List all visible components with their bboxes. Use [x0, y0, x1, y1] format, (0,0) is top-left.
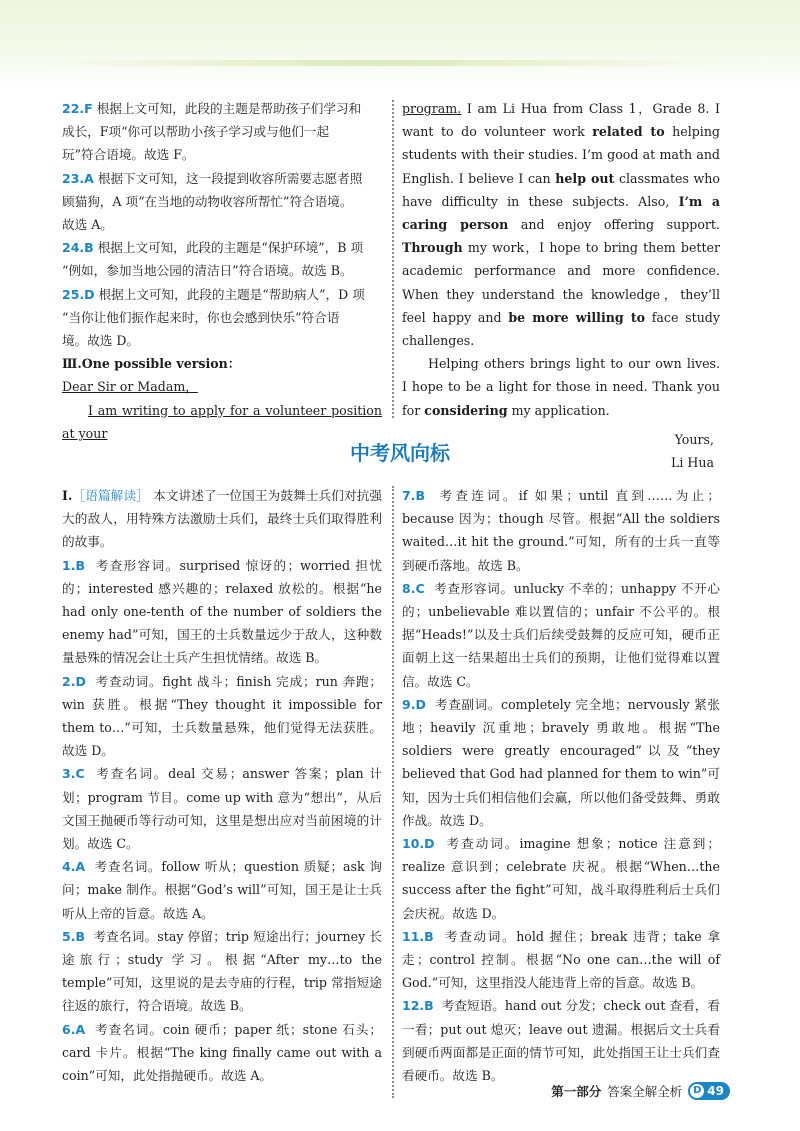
- top-left-column: [62, 97, 382, 445]
- header-band: [0, 0, 800, 82]
- letter-paragraph-2: Helping others brings light to our own lives. I hope to be a light for those in need. Thank you for considering my application.: [402, 356, 720, 418]
- letter-signature: Li Hua: [671, 455, 714, 471]
- letter-closing: Yours,: [674, 431, 714, 447]
- answer-4: 4.A 考查名词。follow 听从；question 质疑；ask 询问；make 制作。根据“God’s will”可知，国王是让士兵听从上帝的旨意。故选 A。: [62, 859, 382, 921]
- passage-summary: Ⅰ.［语篇解读］ 本文讲述了一位国王为鼓舞士兵们对抗强大的敌人，用特殊方法激励士兵们，最终士兵们取得胜利的故事。: [62, 488, 383, 550]
- page-badge-letter: D: [690, 1084, 704, 1098]
- answer-12: 12.B 考查短语。hand out 分发；check out 查看，看一看；put out 熄灭；leave out 遗漏。根据后文士兵看到硬币两面都是正面的情节可知，此处指国王让士兵们查看硬币。故选 B。: [402, 998, 720, 1084]
- answer-10: 10.D 考查动词。imagine 想象；notice 注意到；realize 意识到；celebrate 庆祝。根据“When…the success after the fight”可知，战斗取得胜利后士兵们会庆祝。故选 D。: [402, 836, 720, 921]
- page-badge: [688, 1082, 730, 1100]
- answer-number: 22.F: [62, 101, 93, 116]
- answer-2: 2.D 考查动词。fight 战斗；finish 完成；run 奔跑；win 获胜。根据“They thought it impossible for them to…”可知，士兵数量悬殊，他们觉得无法获胜。故选 D。: [62, 673, 383, 759]
- page-footer: [551, 1081, 730, 1101]
- answer-24: 24.B 根据上文可知，此段的主题是“保护环境”，B 项 “例如，参加当地公园的清洁日”符合语境。故选 B。: [62, 240, 364, 279]
- answer-number: 25.D: [62, 286, 95, 302]
- answer-number: 23.A: [62, 170, 94, 186]
- answer-11: 11.B 考查动词。hold 握住；break 违背；take 拿走；control 控制。根据“No one can…the will of God.”可知，这里指没人能违背上帝的旨意。故选 B。: [402, 928, 720, 991]
- section-title: 中考风向标: [350, 441, 450, 465]
- answer-23: 23.A 根据下文可知，这一段提到收容所需要志愿者照 顾猫狗，A 项“在当地的动物收容所帮忙”符合语境。 故选 A。: [62, 170, 363, 233]
- bottom-right-column: [402, 484, 720, 1087]
- top-right-column: [402, 97, 720, 474]
- answer-1: 1.B 考查形容词。surprised 惊讶的；worried 担忧的；interested 感兴趣的；relaxed 放松的。根据“he had only one-tenth of the number of soldiers the enemy had”可知，国王的士兵数量远少于敌人，这种数量悬殊的情况会让士兵产生担忧情绪。故选 B。: [62, 557, 382, 666]
- footer-part: 第一部分: [551, 1084, 602, 1099]
- passage-tag: ［语篇解读］: [72, 488, 149, 503]
- answer-8: 8.C 考查形容词。unlucky 不幸的；unhappy 不开心的；unbelievable 难以置信的；unfair 不公平的。根据“Heads!”以及士兵们后续受鼓舞的反应可知，硬币正面朝上这一结果超出士兵们的预期，让他们觉得难以置信。故选 C。: [402, 580, 721, 689]
- bottom-left-column: [62, 484, 382, 1087]
- answer-9: 9.D 考查副词。completely 完全地；nervously 紧张地；heavily 沉重地；bravely 勇敢地。根据“The soldiers were greatly encouraged”以及“they believed that God had planned for them to win”可知，因为士兵们相信他们会赢，所以他们备受鼓舞、勇敢作战。故选 D。: [402, 696, 720, 828]
- answer-number: 24.B: [62, 240, 94, 256]
- version-heading: Ⅲ.One possible version：: [62, 356, 241, 372]
- answer-22: 22.F 根据上文可知，此段的主题是帮助孩子们学习和 成长，F项“你可以帮助小孩子学习或与他们一起 玩”符合语境。故选 F。: [62, 101, 362, 163]
- letter-paragraph-1: program. I am Li Hua from Class 1，Grade 8. I want to do volunteer work related to helping students with their studies. I’m good at math and English. I believe I can help out classmates who have difficulty in these subjects. Also, I’m a caring person and enjoy offering support. Through my work，I hope to bring them better academic performance and more confidence. When they understand the knowledge，they’ll feel happy and be more willing to face study challenges.: [402, 101, 720, 349]
- salutation: Dear Sir or Madam，: [62, 379, 198, 395]
- column-divider-top: [392, 100, 394, 418]
- footer-section: 答案全解全析: [607, 1084, 683, 1099]
- answer-5: 5.B 考查名词。stay 停留；trip 短途出行；journey 长途旅行；study 学习。根据“After my…to the temple”可知，这里说的是去寺庙的行程，trip 常指短途往返的旅行，符合语境。故选 B。: [62, 928, 382, 1014]
- column-divider-bottom: [392, 486, 394, 1098]
- letter-opening: I am writing to apply for a volunteer position at your: [62, 402, 382, 441]
- answer-25: 25.D 根据上文可知，此段的主题是“帮助病人”，D 项 “当你让他们振作起来时，你也会感到快乐”符合语 境。故选 D。: [62, 286, 365, 349]
- answer-3: 3.C 考查名词。deal 交易；answer 答案；plan 计划；program 节目。come up with 意为“想出”，从后文国王抛硬币等行动可知，这里是想出应对当前困境的计划。故选 C。: [62, 766, 382, 852]
- answer-7: 7.B 考查连词。if 如果；until 直到……为止；because 因为；though 尽管。根据“All the soldiers waited…it hit the ground.”可知，所有的士兵一直等到硬币落地。故选 B。: [402, 488, 720, 573]
- page-number: 49: [707, 1084, 724, 1098]
- answer-6: 6.A 考查名词。coin 硬币；paper 纸；stone 石头；card 卡片。根据“The king finally came out with a coin”可知，此处指抛硬币。故选 A。: [62, 1021, 382, 1084]
